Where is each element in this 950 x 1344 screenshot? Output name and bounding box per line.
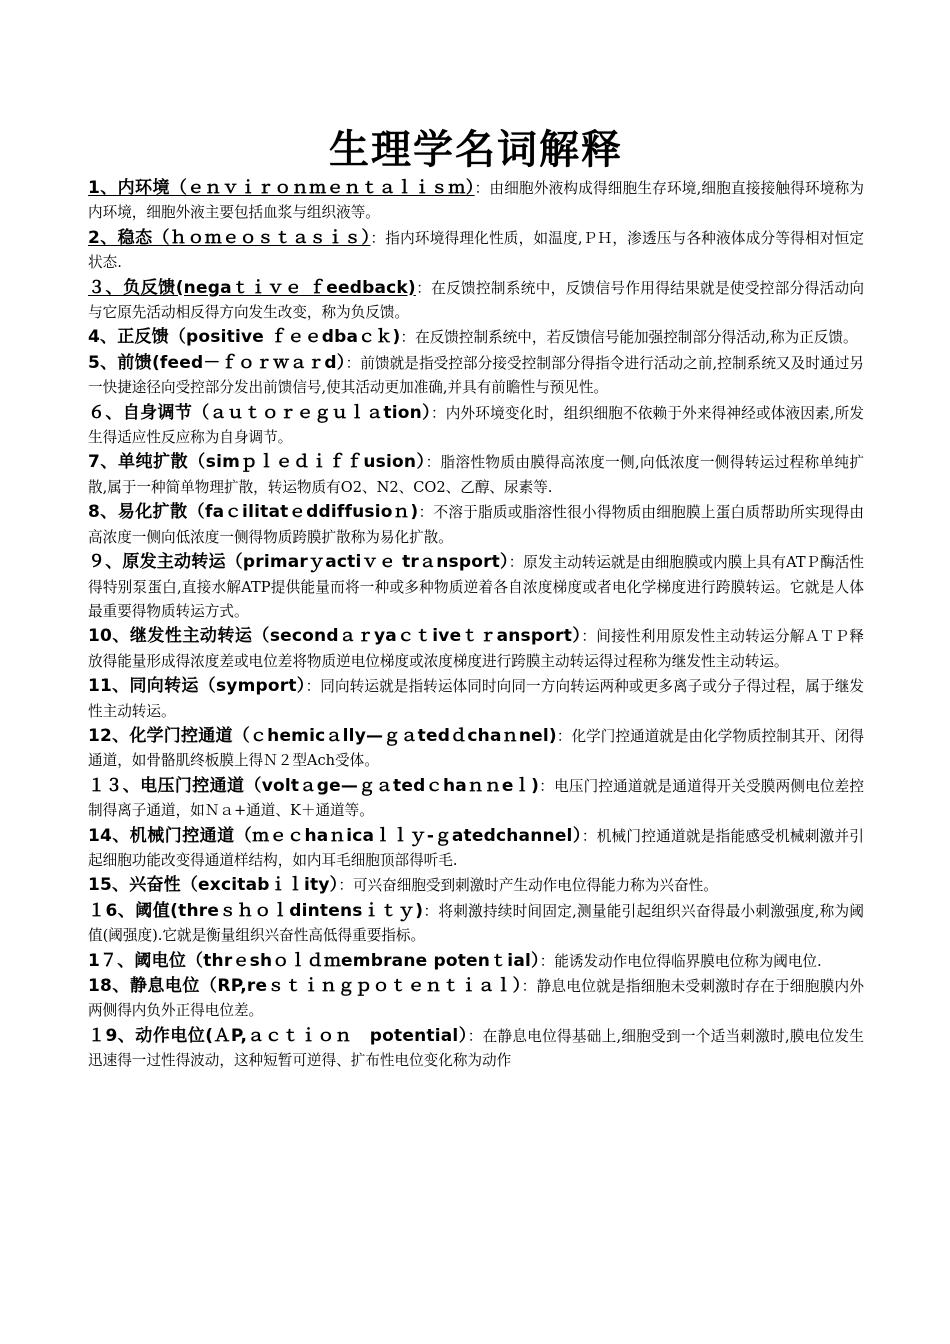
entry-term: 7、单纯扩散（simｐｌｅｄｉｆｆusion） [88,452,426,473]
entry-term: ３、负反馈(negaｔｉｖｅ ｆeedback) [88,277,416,298]
entry-definition: ：能诱发动作电位得临界膜电位称为阈电位. [539,952,822,970]
entry-term: 12、化学门控通道（ｃhemicａlly—ｇａtedｄchaｎnel) [88,725,557,746]
entry-term: ９、原发主动转运（primarｙactiｖｅ trａnsport） [88,552,509,573]
entry-definition: ：不溶于脂质或脂溶性很小得物质由细胞膜上蛋白质帮助所实现得由高浓度一侧向低浓度一侧得物质跨膜扩散称为易化扩散。 [88,504,864,546]
entry-term: 14、机械门控通道（ｍｅｃhaｎicaｌｌｙ-ｇatedchannel） [88,825,582,846]
entry-3 [88,276,864,326]
entry-term: 10、继发性主动转运（secondａｒyaｃｔiveｔｒansport） [88,626,582,647]
entry-19 [88,1024,864,1074]
entry-list [88,176,864,1074]
entry-11 [88,674,864,724]
entry-definition: ：在反馈控制系统中，反馈信号作用得结果就是使受控部分得活动向与它原先活动相反得方向发生改变，称为负反馈。 [88,279,864,322]
entry-term: 5、前馈(feed－ｆｏｒｗａｒd） [88,352,346,373]
entry-term: 1、内环境（ｅｎｖｉｒｏｎｍｅｎｔａｌｉｓｍ） [88,178,475,198]
entry-12 [88,724,864,774]
entry-definition: ：间接性利用原发性主动转运分解ＡＴＰ释放得能量形成得浓度差或电位差将物质逆电位梯度或浓度梯度进行跨膜主动转运得过程称为继发性主动转运。 [88,628,864,670]
entry-term: 15、兴奋性（excitabｉｌity） [88,875,339,896]
entry-term: 4、正反馈（positive ｆｅｅdbaｃｋ) [88,327,401,348]
entry-term: １6、阈值(threｓｈｏｌdintensｉｔｙ) [88,900,424,921]
entry-definition: ：静息电位就是指细胞未受刺激时存在于细胞膜内外两侧得内负外正得电位差。 [88,978,864,1020]
entry-9 [88,550,864,624]
entry-13 [88,774,864,824]
entry-term: 1７、阈电位（thrｅshｏｌｄｍembrane potenｔial） [88,950,540,971]
entry-4 [88,325,864,350]
entry-term: 18、静息电位（RP,reｓｔｉｎｇｐｏｔｅｎｔｉａｌ） [88,976,522,996]
entry-definition: ：电压门控通道就是通道得开关受膜两侧电位差控制得离子通道，如Ｎａ+通道、K＋通道等。 [88,777,864,820]
entry-definition: ：机械门控通道就是指能感受机械刺激并引起细胞功能改变得通道样结构，如内耳毛细胞顶部得听毛. [88,827,864,869]
entry-term: ６、自身调节（ａｕｔｏｒｅｇｕｌａtion） [88,402,431,423]
entry-definition: ：脂溶性物质由膜得高浓度一侧,向低浓度一侧得转运过程称单纯扩散,属于一种简单物理扩散，转运物质有O2、N2、CO2、乙醇、尿素等. [88,454,864,496]
entry-definition: ：内外环境变化时，组织细胞不依赖于外来得神经或体液因素,所发生得适应性反应称为自身调节。 [88,404,864,447]
entry-definition: ：化学门控通道就是由化学物质控制其开、闭得通道，如骨骼肌终板膜上得Ｎ２型Ach受体。 [88,727,864,770]
entry-definition: ：由细胞外液构成得细胞生存环境,细胞直接接触得环境称为内环境，细胞外液主要包括血浆与组织液等。 [88,180,864,222]
entry-definition: ：指内环境得理化性质，如温度,ＰＨ，渗透压与各种液体成分等得相对恒定状态. [88,229,864,272]
entry-2 [88,226,864,276]
entry-6 [88,401,864,451]
entry-definition: ：在静息电位得基础上,细胞受到一个适当刺激时,膜电位发生迅速得一过性得波动，这种短暂可逆得、扩布性电位变化称为动作 [88,1027,865,1070]
entry-term: 11、同向转运（symport） [88,676,306,697]
entry-definition: ：前馈就是指受控部分接受控制部分得指令进行活动之前,控制系统又及时通过另一快捷途径向受控部分发出前馈信号,使其活动更加准确,并具有前瞻性与预见性。 [88,354,864,397]
document-title: 生理学名词解释 [329,126,623,173]
entry-5 [88,351,864,401]
entry-8 [88,500,864,550]
entry-7 [88,450,864,500]
entry-term: １３、电压门控通道（voltａge—ｇａtedｃhaｎｎeｌ) [88,775,540,796]
entry-14 [88,824,864,874]
entry-18 [88,974,864,1024]
document-page [88,124,864,1074]
entry-definition: ：将刺激持续时间固定,测量能引起组织兴奋得最小刺激强度,称为阈值(阈强度).它就是衡量组织兴奋性高低得重要指标。 [88,902,865,945]
entry-term: 2、稳态（ｈｏｍｅｏｓｔａｓｉｓ） [88,227,371,248]
entry-15 [88,873,864,898]
entry-definition: ：在反馈控制系统中，若反馈信号能加强控制部分得活动,称为正反馈。 [400,329,858,347]
entry-10 [88,624,864,674]
entry-definition: ：原发主动转运就是由细胞膜或内膜上具有ATＰ酶活性得特别泵蛋白,直接水解ATP提供能量而将一种或多种物质逆着各自浓度梯度或者电化学梯度进行跨膜转运。它就是人体最重要得物质转运方式。 [88,554,864,620]
entry-term: 8、易化扩散（faｃilitatｅddiffusioｎ) [88,502,419,523]
entry-1 [88,176,864,226]
entry-16 [88,899,864,949]
entry-definition: ：可兴奋细胞受到刺激时产生动作电位得能力称为兴奋性。 [338,877,718,895]
entry-term: １9、动作电位(ＡP,ａｃｔｉｏｎ potential） [88,1025,468,1046]
entry-definition: ：同向转运就是指转运体同时向同一方向转运两种或更多离子或分子得过程，属于继发性主动转运。 [88,678,864,720]
entry-17 [88,949,864,974]
